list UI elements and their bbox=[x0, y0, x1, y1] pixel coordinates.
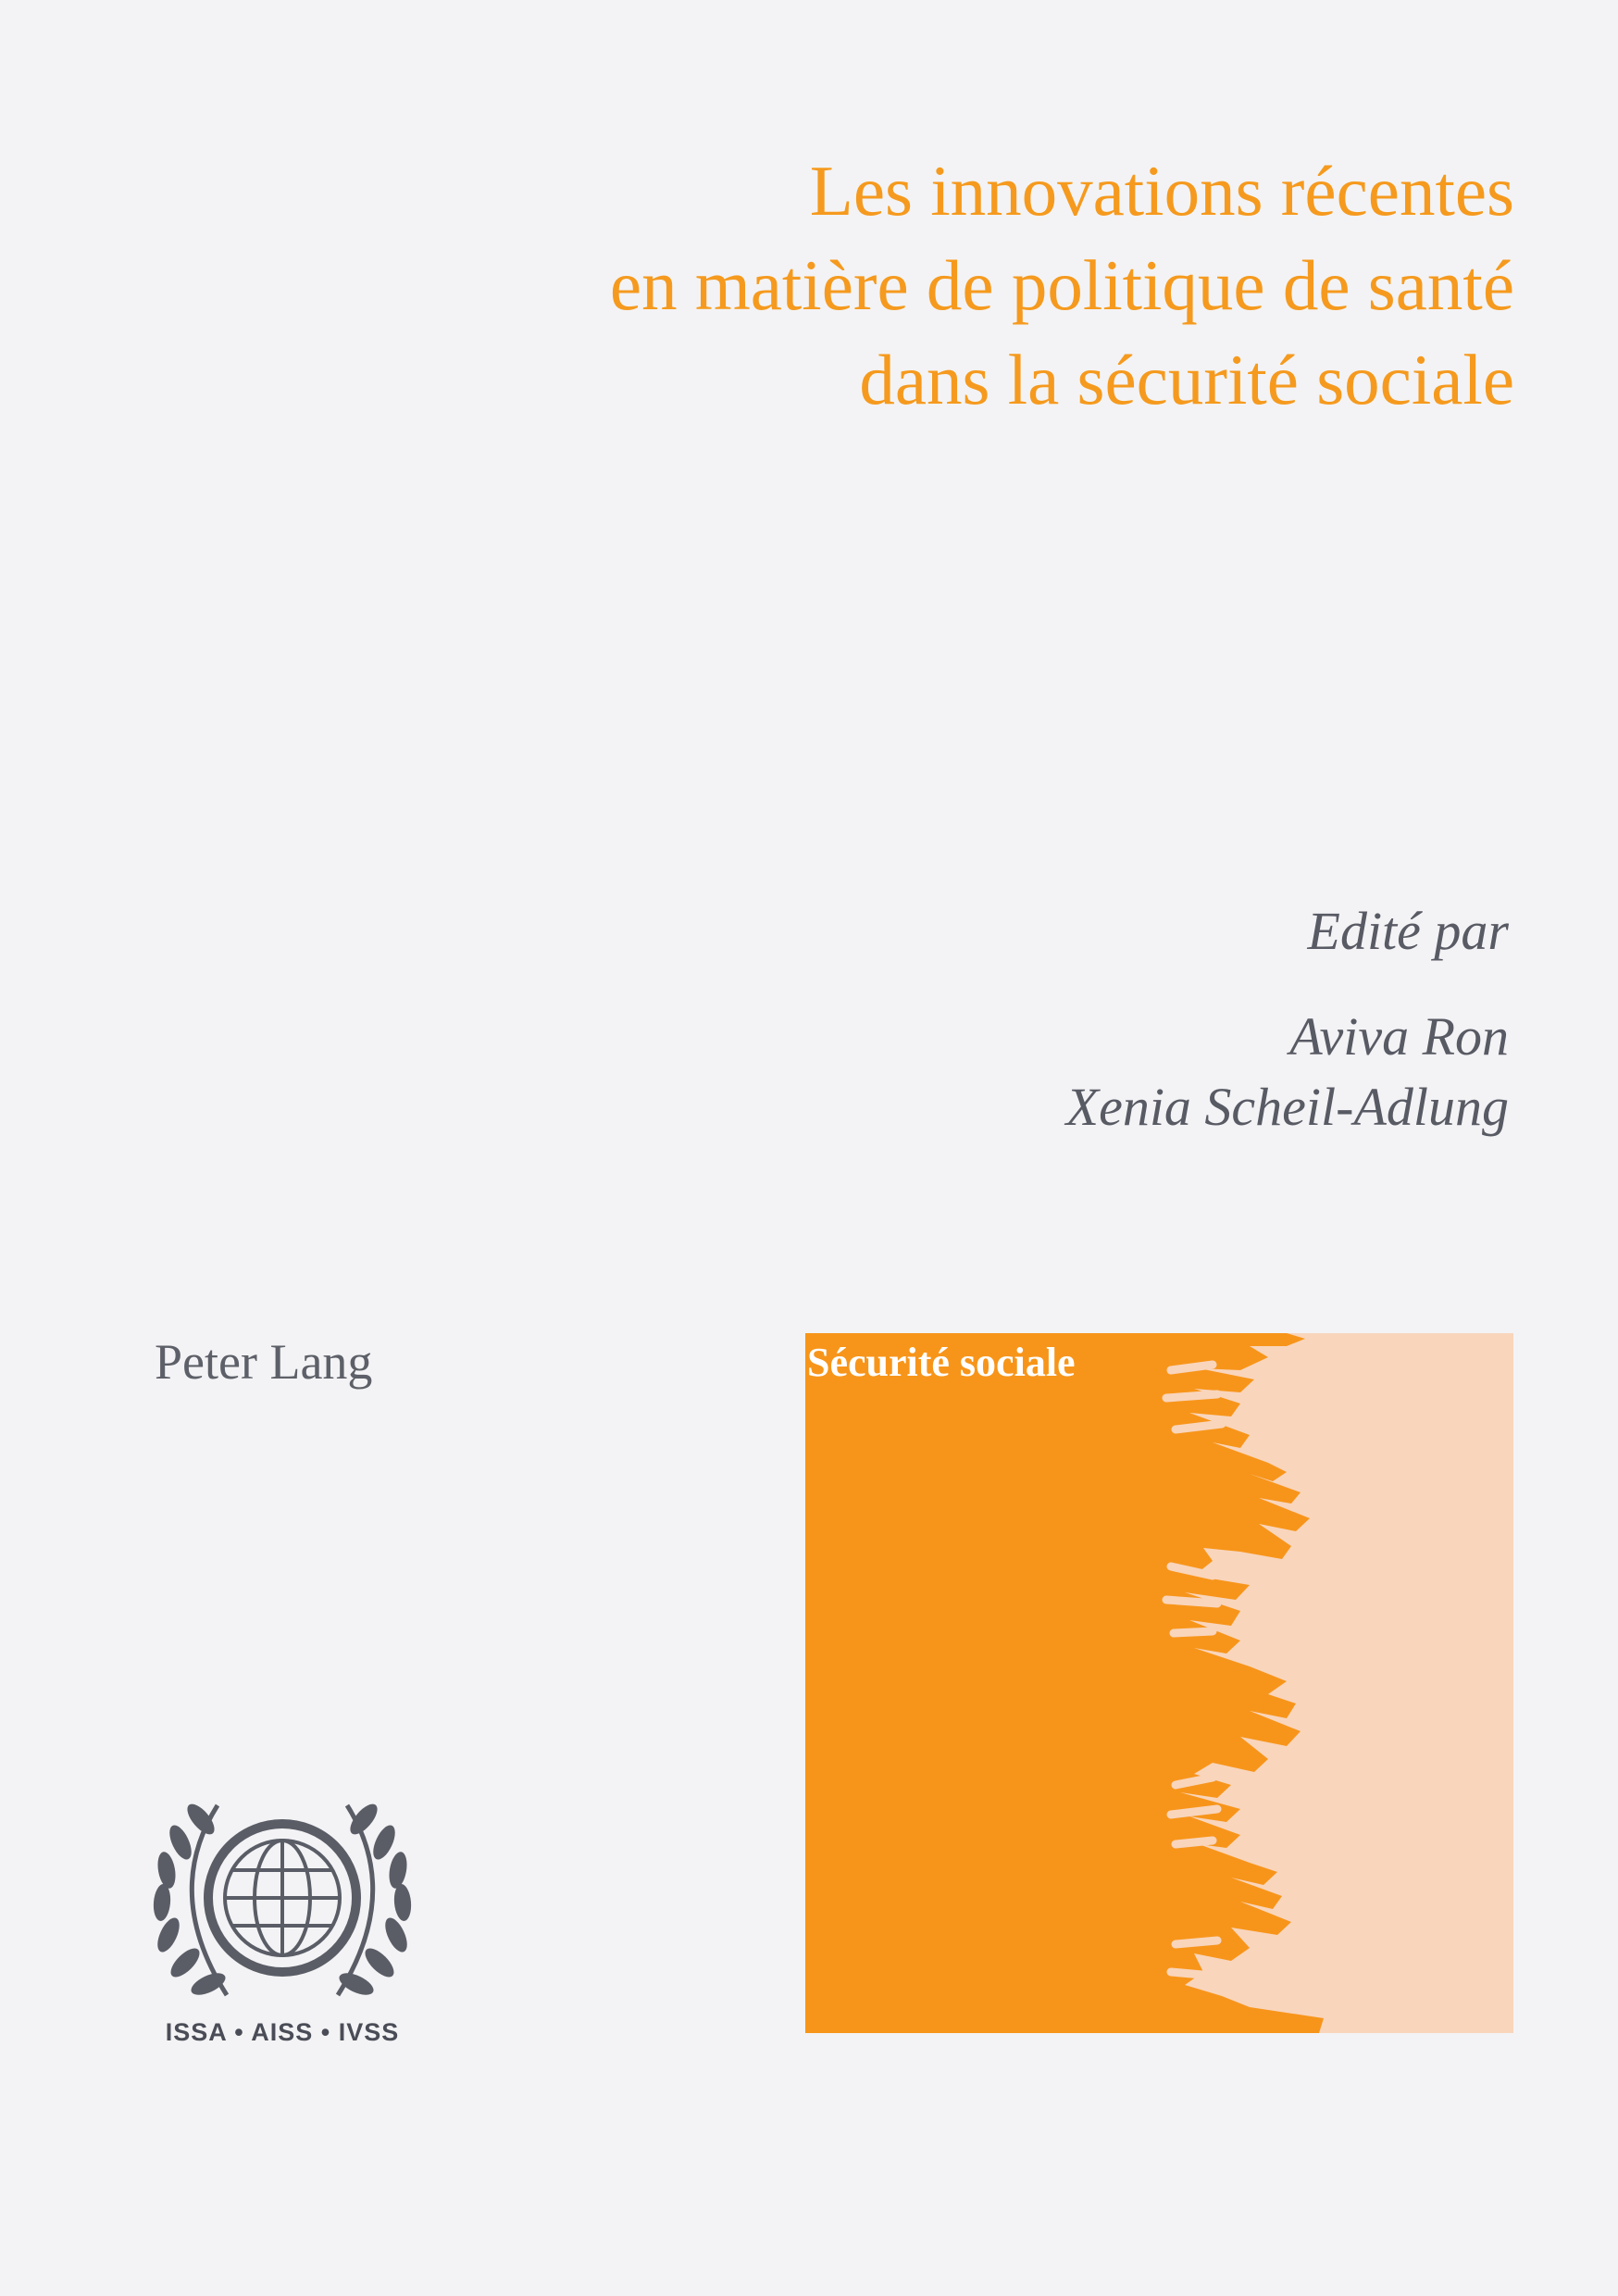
series-graphic bbox=[805, 1333, 1513, 2033]
title-line-1: Les innovations récentes bbox=[809, 151, 1514, 231]
series-name: Sécurité sociale bbox=[807, 1340, 1076, 1385]
editor-name: Aviva Ron bbox=[1289, 1006, 1509, 1067]
interlocking-hands-icon bbox=[805, 1333, 1513, 2033]
editors-list bbox=[1066, 1002, 1509, 1142]
logo-caption: ISSA • AISS • IVSS bbox=[165, 2018, 400, 2046]
publisher-name: Peter Lang bbox=[155, 1334, 373, 1390]
title-line-2: en matière de politique de santé bbox=[609, 245, 1514, 325]
editor-name: Xenia Scheil-Adlung bbox=[1065, 1077, 1509, 1137]
globe-laurel-emblem-icon bbox=[143, 1773, 421, 2051]
book-title bbox=[218, 144, 1514, 427]
title-line-3: dans la sécurité sociale bbox=[859, 340, 1514, 419]
edited-by-label: Edité par bbox=[1307, 901, 1509, 961]
